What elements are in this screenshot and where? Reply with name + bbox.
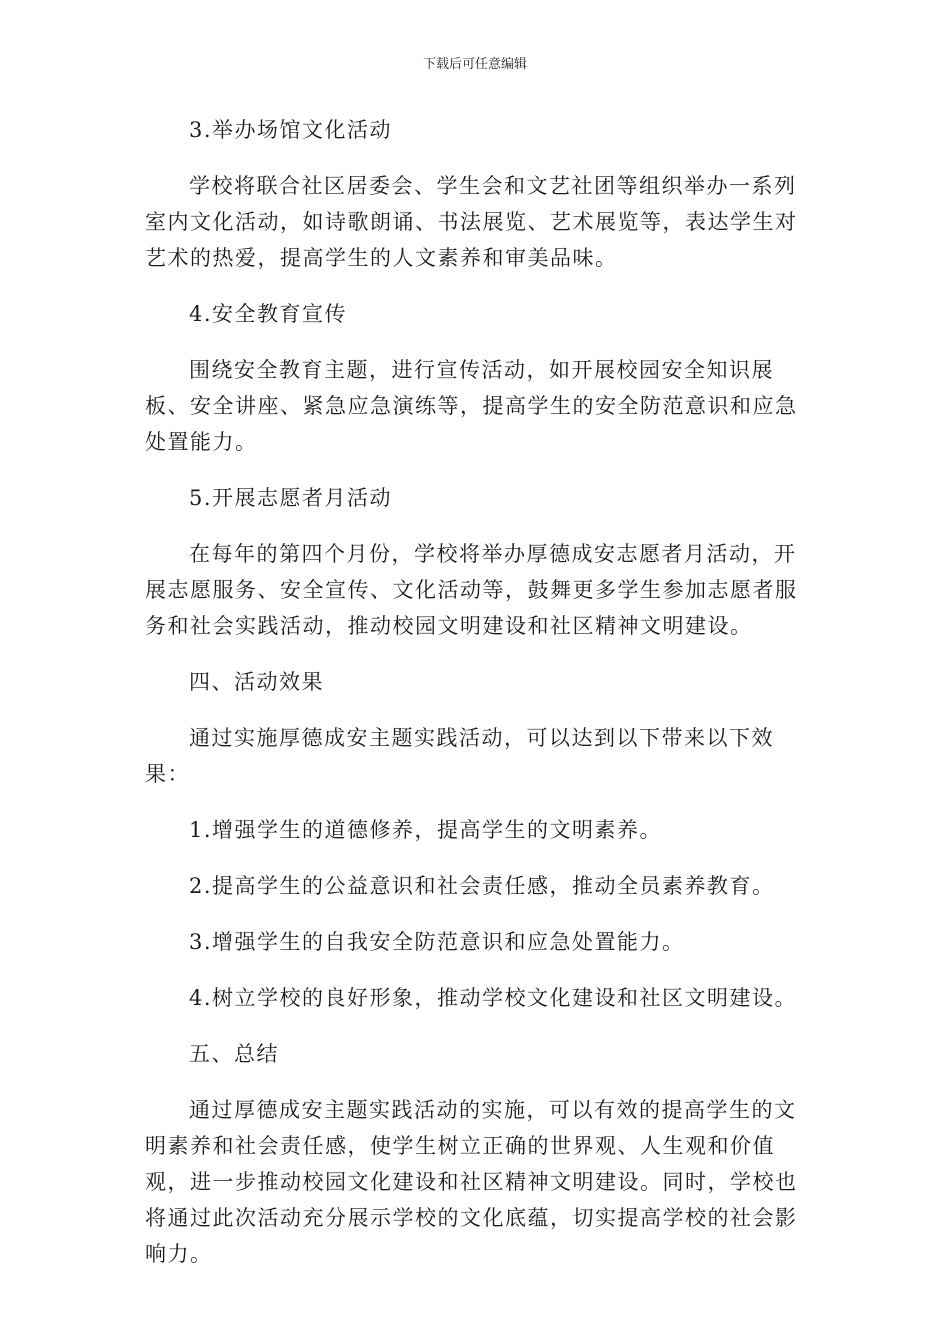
- effects-intro: 通过实施厚德成安主题实践活动，可以达到以下带来以下效果：: [145, 726, 774, 786]
- effects-title: 四、活动效果: [189, 670, 324, 694]
- summary-body: 通过厚德成安主题实践活动的实施，可以有效的提高学生的文明素养和社会责任感，使学生树立正确的世界观、人生观和价值观，进一步推动校园文化建设和社区精神文明建设。同时，学校也将通过此次活动充分展示学校的文化底蕴，切实提高学校的社会影响力。: [145, 1098, 798, 1266]
- effect-item-4: 4.树立学校的良好形象，推动学校文化建设和社区文明建设。: [189, 986, 798, 1010]
- page-header-note: 下载后可任意编辑: [422, 57, 527, 72]
- effect-item-2: 2.提高学生的公益意识和社会责任感，推动全员素养教育。: [189, 874, 775, 898]
- document-body: [145, 112, 805, 1292]
- section-5-title: 5.开展志愿者月活动: [189, 486, 393, 510]
- summary-title: 五、总结: [189, 1042, 279, 1066]
- effect-item-3: 3.增强学生的自我安全防范意识和应急处置能力。: [189, 930, 685, 954]
- effect-item-1: 1.增强学生的道德修养，提高学生的文明素养。: [189, 818, 663, 842]
- section-5-body: 在每年的第四个月份，学校将举办厚德成安志愿者月活动，开展志愿服务、安全宣传、文化活动等，鼓舞更多学生参加志愿者服务和社会实践活动，推动校园文明建设和社区精神文明建设。: [145, 542, 798, 638]
- section-4-body: 围绕安全教育主题，进行宣传活动，如开展校园安全知识展板、安全讲座、紧急应急演练等，提高学生的安全防范意识和应急处置能力。: [145, 358, 798, 454]
- section-3-title: 3.举办场馆文化活动: [189, 118, 393, 142]
- section-4-title: 4.安全教育宣传: [189, 302, 348, 326]
- section-3-body: 学校将联合社区居委会、学生会和文艺社团等组织举办一系列室内文化活动，如诗歌朗诵、书法展览、艺术展览等，表达学生对艺术的热爱，提高学生的人文素养和审美品味。: [145, 174, 798, 270]
